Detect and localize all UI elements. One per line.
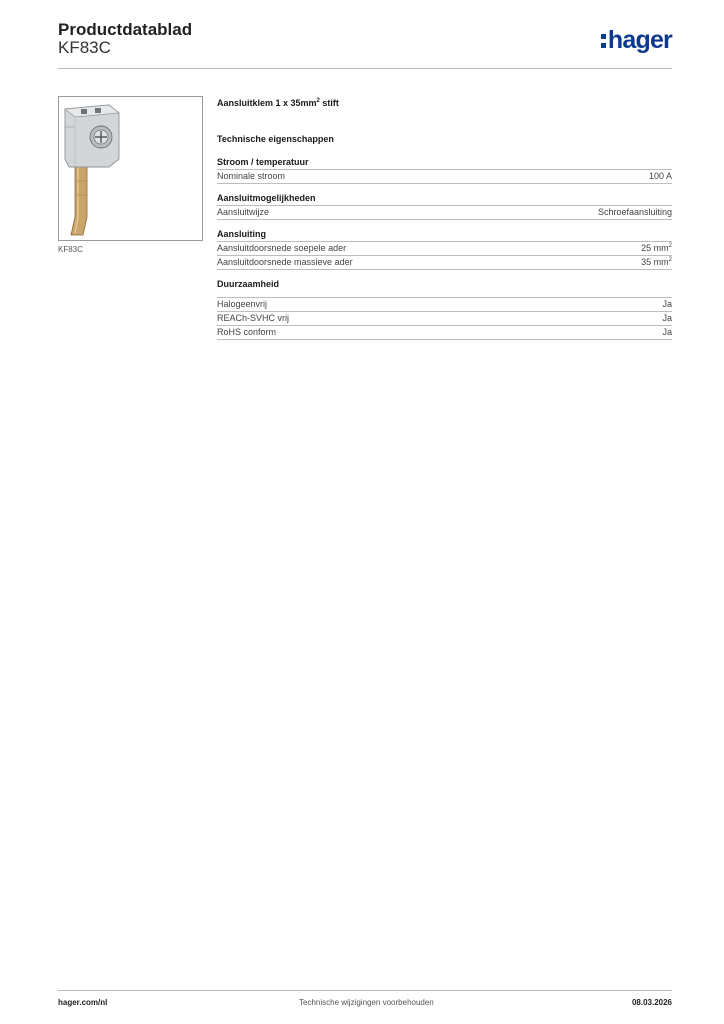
page-header — [58, 20, 672, 70]
spec-label: Nominale stroom — [217, 171, 286, 181]
spec-value: Ja — [662, 313, 672, 323]
spec-row — [217, 241, 672, 255]
spec-group-duurzaamheid — [217, 279, 672, 340]
group-title: Aansluitmogelijkheden — [217, 193, 316, 203]
spec-group-aansluiting — [217, 229, 672, 270]
group-title: Aansluiting — [217, 229, 266, 239]
spec-value: Ja — [662, 327, 672, 337]
spec-label: Aansluitdoorsnede soepele ader — [217, 243, 347, 253]
spec-value: 25 $mm^2$ — [641, 243, 672, 253]
spec-group-stroom — [217, 157, 672, 184]
spec-row — [217, 255, 672, 270]
product-image-frame — [58, 96, 203, 241]
spec-row — [217, 297, 672, 311]
spec-table — [217, 96, 672, 349]
logo-text: hager — [607, 26, 672, 54]
spec-label: RoHS conform — [217, 327, 277, 337]
footer-disclaimer: Technische wijzigingen voorbehouden — [299, 998, 434, 1007]
spec-label: Aansluitwijze — [217, 207, 270, 217]
section-title: Technische eigenschappen — [217, 134, 334, 144]
product-name: Aansluitklem 1 x $35mm^2$ stift — [217, 98, 339, 108]
spec-label: Halogeenvrij — [217, 299, 268, 309]
spec-group-aansluitmogelijkheden — [217, 193, 672, 220]
product-image — [59, 97, 202, 240]
spec-label: Aansluitdoorsnede massieve ader — [217, 257, 353, 267]
group-title: Stroom / temperatuur — [217, 157, 309, 167]
hager-logo — [601, 26, 672, 54]
product-code: KF83C — [58, 38, 111, 57]
footer-date: 08.03.2026 — [631, 998, 672, 1007]
spec-value: Schroefaansluiting — [597, 207, 672, 217]
spec-row — [217, 325, 672, 340]
spec-value: Ja — [662, 299, 672, 309]
footer-divider — [58, 990, 672, 991]
spec-row — [217, 311, 672, 325]
footer-website[interactable]: hager.com/nl — [58, 998, 108, 1007]
spec-label: REACh-SVHC vrij — [217, 313, 290, 323]
group-title: Duurzaamheid — [217, 279, 280, 289]
logo-dots-icon — [601, 34, 606, 48]
spec-value: 35 $mm^2$ — [641, 257, 672, 267]
spec-row — [217, 169, 672, 184]
page-title: Productdatablad — [58, 20, 193, 39]
spec-value: 100 A — [648, 171, 672, 181]
spec-row — [217, 205, 672, 220]
product-image-caption: KF83C — [58, 245, 83, 254]
header-divider — [58, 68, 672, 69]
